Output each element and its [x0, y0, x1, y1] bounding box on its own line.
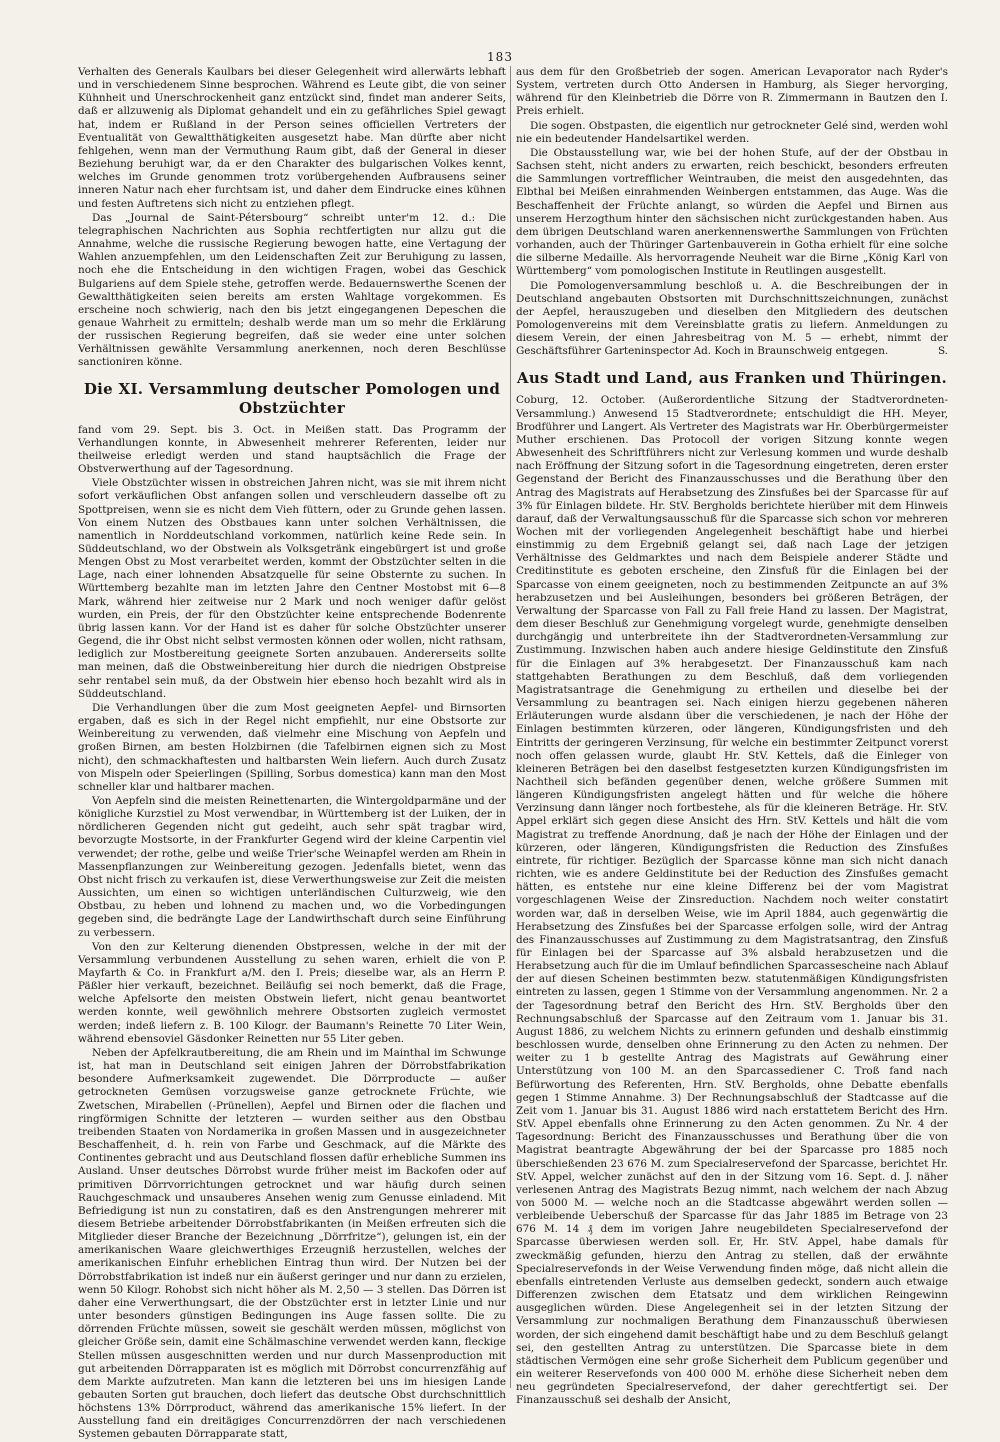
author-signature: S. — [937, 345, 948, 358]
left-article-paragraph: Die Verhandlungen über die zum Most geeigneten Aepfel- und Birnsorten ergaben, daß es sich in der Regel nicht empfiehlt, nur eine Obstsorte zur Weinbereitung zu verwenden, daß vielmehr eine Mischung von Aepfeln und großen Birnen, am besten Holzbirnen (die Tafelbirnen eignen sich zu Most nicht), den schmackhaftesten und haltbarsten Wein liefern. Auch durch Zusatz von Mispeln oder Speierlingen (Spilling, Sorbus domestica) kann man den Most schneller klar und haltbarer machen. — [78, 701, 506, 793]
right-article-paragraph: Coburg, 12. October. (Außerordentliche Sitzung der Stadtverordneten-Versammlung.) Anwesend 15 Stadtverordnete; entschuldigt die HH. Meyer, Brodführer und Langert. Als Vertreter des Magistrats war Hr. Oberbürgermeister Muther erschienen. Das Protocoll der vorigen Sitzung konnte wegen Abwesenheit des Schriftführers nicht zur Verlesung kommen und wurde deshalb nach Eröffnung der Sitzung sofort in die Tagesordnung eingetreten, deren erster Gegenstand der Bericht des Finanzausschusses und die Berathung über den Antrag des Magistrats auf Herabsetzung des Zinsfußes bei der Sparcasse für auf 3% für Einlagen bildete. Hr. StV. Bergholds berichtete hierüber mit dem Hinweis darauf, daß der Verwaltungsausschuß für die Sparcasse sich schon vor mehreren Wochen mit der vorliegenden Angelegenheit beschäftigt habe und hierbei einstimmig zu dem Ergebniß gelangt sei, daß nach Lage der jetzigen Verhältnisse des Geldmarktes und nach dem Beispiele anderer Städte und Creditinstitute es geboten erscheine, den Zinsfuß für die Einlagen bei der Sparcasse von einem geeigneten, noch zu bestimmenden Zeitpuncte an auf 3% herabzusetzen und bei Ausleihungen, besonders bei größeren Beträgen, der Verwaltung der Sparcasse von Fall zu Fall freie Hand zu lassen. Der Magistrat, dem dieser Beschluß zur Genehmigung vorgelegt wurde, genehmigte denselben durchgängig und unterbreitete ihn der Stadtverordneten-Versammlung zur Zustimmung. Inzwischen haben auch andere hiesige Geldinstitute den Zinsfuß für die Einlagen auf 3% herabgesetzt. Der Finanzausschuß kam nach stattgehabten Berathungen zu dem Beschluß, daß dem vorliegenden Magistratsantrage die Genehmigung zu ertheilen und dieselbe bei der Versammlung zu beantragen sei. Nach einigen hierzu gegebenen näheren Erläuterungen wurde alsdann über die verschiedenen, je nach der Höhe der Einlagen bestimmten kürzeren, oder längeren, Kündigungsfristen und deh Eintritts der geringeren Verzinsung, für welche ein bestimmter Zeitpunct vorerst noch offen gelassen wurde, glaubt Hr. StV. Kettels, daß die Einleger von kleineren Beträgen bei den daselbst festgesetzten kurzen Kündigungsfristen im Nachtheil sich befänden gegenüber denen, welche größere Summen mit längeren Kündigungsfristen angelegt hätten und für welche die höhere Verzinsung dann länger noch fortbestehe, als für die kleineren Beträge. Hr. StV. Appel erklärt sich gegen diese Ansicht des Hrn. StV. Kettels und hält die vom Magistrat zu treffende Anordnung, daß je nach der Höhe der Einlagen und der kürzeren, oder längeren, Kündigungsfristen die Reduction des Zinsfußes eintrete, für richtiger. Bezüglich der Sparcasse könne man sich nicht danach richten, wie es andere Geldinstitute bei der Reduction des Zinsfußes gemacht hätten, es entstehe nur eine kleine Differenz bei der vom Magistrat vorgeschlagenen Weise der Zinsreduction. Nachdem noch weiter constatirt worden war, daß in derselben Weise, wie im April 1884, auch gegenwärtig die Herabsetzung des Zinsfußes bei der Sparcasse erfolgen solle, wird der Antrag des Finanzausschusses auf Zustimmung zu dem Magistratsantrag, den Zinsfuß für Einlagen bei der Sparcasse auf 3% alsbald herabzusetzen und die Herabsetzung auch für die im Umlauf befindlichen Sparcassescheine nach Ablauf der auf diesen Scheinen bestimmten bezw. statutenmäßigen Kündigungsfristen eintreten zu lassen, gegen 1 Stimme von der Versammlung angenommen. Nr. 2 a der Tagesordnung betraf den Bericht des Hrn. StV. Bergholds über den Rechnungsabschluß der Sparcasse auf den Zeitraum vom 1. Januar bis 31. August 1886, zu welchem Nichts zu erinnern gefunden und deshalb einstimmig beschlossen wurde, denselben ohne Erinnerung zu den Acten zu nehmen. Der weiter zu 1 b gestellte Antrag des Magistrats auf Gewährung einer Unterstützung von 100 M. an den Sparcassediener C. Troß fand nach Befürwortung des Referenten, Hrn. StV. Bergholds, ohne Debatte ebenfalls gegen 1 Stimme Annahme. 3) Der Rechnungsabschluß der Stadtcasse auf die Zeit vom 1. Januar bis 31. August 1886 wird nach erstattetem Bericht des Hrn. StV. Appel ebenfalls ohne Erinnerung zu den Acten genommen. Zu Nr. 4 der Tagesordnung: Bericht des Finanzausschusses und Berathung über die von Magistrat beantragte Abgewährung der bei der Sparcasse pro 1885 noch überschießenden 23 676 M. zum Specialreservefond der Sparcasse, berichtet Hr. StV. Appel, welcher zunächst auf den in der Sitzung vom 16. Sept. d. J. näher verlesenen Antrag des Magistrats Bezug nimmt, nach welchem der nach Abzug von 5000 M. — welche noch an die Stadtcasse abgewährt werden sollen — verbleibende Ueberschuß der Sparcasse für das Jahr 1885 im Betrage von 23 676 M. 14 ₰ dem im vorigen Jahre neugebildeten Specialreservefond der Sparcasse überwiesen werden soll. Er, Hr. StV. Appel, habe damals für zweckmäßig gefunden, hierzu den Antrag zu stellen, daß der erwähnte Specialreservefonds in der Weise Verwendung finden möge, daß nicht allein die ebenfalls eintretenden Verluste aus demselben gedeckt, sondern auch etwaige Differenzen zwischen dem Etatsatz und dem wirklichen Reingewinn ausgeglichen würden. Diese Angelegenheit sei in der letzten Sitzung der Versammlung zur nochmaligen Berathung dem Finanzausschuß überwiesen worden, der sich eingehend damit beschäftigt habe und zu dem Beschluß gelangt sei, den gestellten Antrag zu unterstützen. Die Sparcasse biete in dem städtischen Vermögen eine sehr große Sicherheit dem Publicum gegenüber und ein weiterer Reservefonds von 400 000 M. erhöhe diese Sicherheit neben dem neu gegründeten Specialreservefond, der daher gerechtfertigt sei. Der Finanzausschuß sei deshalb der Ansicht, — [516, 394, 948, 1407]
right-intro-paragraph-text: Die Pomologenversammlung beschloß u. A. die Beschreibungen der in Deutschland angebauten Obstsorten mit Durchschnittszeichnungen, zunächst der Aepfel, herauszugeben und dieselben den Mitgliedern des deutschen Pomologenvereins mit dem Vereinsblatte gratis zu liefern. Anmeldungen zu diesem Verein, der einen Jahresbeitrag von M. 5 — erhebt, nimmt der Geschäftsführer Garteninspector Ad. Koch in Braunschweig entgegen. — [516, 279, 948, 358]
left-article-paragraph: fand vom 29. Sept. bis 3. Oct. in Meißen statt. Das Programm der Verhandlungen konnte, in Abwesenheit mehrerer Referenten, leider nur theilweise erledigt werden und stand hauptsächlich die Frage der Obstverwerthung auf der Tagesordnung. — [78, 423, 506, 476]
right-intro-paragraph — [516, 280, 948, 359]
page-number: 183 — [487, 50, 513, 64]
left-article-paragraph: Viele Obstzüchter wissen in obstreichen Jahren nicht, was sie mit ihrem nicht sofort verkäuflichen Obst anfangen sollen und verschleudern dasselbe oft zu Spottpreisen, wenn sie es nicht dem Vieh füttern, oder zu Grunde gehen lassen. Von einem Nutzen des Obstbaues kann unter solchen Verhältnissen, die namentlich in Norddeutschland vorkommen, natürlich keine Rede sein. In Süddeutschland, wo der Obstwein als Volksgetränk eingebürgert ist und große Mengen Obst zu Most verarbeitet werden, kommt der Obstzüchter selten in die Lage, nach einer lohnenden Absatzquelle für seine Obsternte zu suchen. In Württemberg bezahlte man im letzten Jahre den Centner Mostobst mit 6—8 Mark, während hier zeitweise nur 2 Mark und noch weniger dafür gelöst wurden, ein Preis, der für den Obstzüchter keine entsprechende Bodenrente übrig lassen kann. Vor der Hand ist es daher für solche Obstzüchter unserer Gegend, die ihr Obst nicht selbst vermosten können oder wollen, nicht rathsam, lediglich zur Mostbereitung geeignete Sorten anzubauen. Andererseits sollte man meinen, daß die Obstweinbereitung hier durch die niedrigen Obstpreise sehr rentabel sein muß, da der Obstwein hier ebenso hoch bezahlt wird als in Süddeutschland. — [78, 477, 506, 700]
left-intro-paragraph: Verhalten des Generals Kaulbars bei dieser Gelegenheit wird allerwärts lebhaft und in verschiedenem Sinne besprochen. Während es Leute gibt, die von seiner Kühnheit und Unerschrockenheit ganz entzückt sind, findet man anderer Seits, daß er allzuwenig als Diplomat gehandelt und ein zu gefährliches Spiel gewagt hat, indem er Rußland in der Person seines officiellen Vertreters der Eventualität von Gewaltthätigkeiten ausgesetzt habe. Man dürfte aber nicht fehlgehen, wenn man der Vermuthung Raum gibt, daß der General in dieser Beziehung beruhigt war, da er den Charakter des bulgarischen Volkes kennt, welches im Grunde genommen trotz vorübergehenden Aufbrausens seiner inneren Natur nach eher furchtsam ist, und daher dem Eindrucke eines kühnen und festen Auftretens sich nicht zu entziehen pflegt. — [78, 66, 506, 210]
right-intro-paragraph: Die Obstausstellung war, wie bei der hohen Stufe, auf der der Obstbau in Sachsen steht, nicht anders zu erwarten, reich beschickt, besonders erfreuten die Sammlungen vortrefflicher Weintrauben, die meist den ausgedehnten, das Elbthal bei Meißen einrahmenden Weinbergen entstammen, das Auge. Was die Beschaffenheit der Früchte anlangt, so würden die Aepfel und Birnen aus unserem Herzogthum hinter den sächsischen nicht zurückgestanden haben. Aus dem übrigen Deutschland waren anerkennenswerthe Sammlungen von Früchten vorhanden, auch der Thüringer Gartenbauverein in Gotha erhielt für eine solche die silberne Medaille. Als hervorragende Neuheit war die Birne „König Karl von Württemberg“ vom pomologischen Institute in Reutlingen ausgestellt. — [516, 146, 948, 278]
column-divider — [510, 66, 511, 1388]
right-intro-paragraph: Die sogen. Obstpasten, die eigentlich nur getrockneter Gelé sind, werden wohl nie ein bedeutender Handelsartikel werden. — [516, 119, 948, 145]
left-column — [78, 66, 506, 1441]
right-article-headline: Aus Stadt und Land, aus Franken und Thüringen. — [516, 369, 948, 388]
left-article-paragraph: Von Aepfeln sind die meisten Reinettenarten, die Wintergoldparmäne und der königliche Kurzstiel zu Most verwendbar, in Württemberg ist der Luiken, der in nördlicheren Gegenden nicht gut gedeiht, auch sehr spät tragbar wird, bevorzugte Mostsorte, in der Frankfurter Gegend wird der kleine Carpentin viel verwendet; der rothe, gelbe und weiße Trier'sche Weinapfel werden am Rhein in Massenpflanzungen zur Weinbereitung gezogen. Jedenfalls bietet, wenn das Obst nicht frisch zu verkaufen ist, diese Verwerthungsweise zur Zeit die meisten Aussichten, um einen so wichtigen unterländischen Culturzweig, wie den Obstbau, zu heben und lohnend zu machen und, wo die Vorbedingungen gegeben sind, die bedrängte Lage der Landwirthschaft durch seine Einführung zu verbessern. — [78, 794, 506, 939]
left-article-headline: Die XI. Versammlung deutscher Pomologen und Obstzüchter — [83, 379, 501, 417]
left-article-paragraph: Von den zur Kelterung dienenden Obstpressen, welche in der mit der Versammlung verbundenen Ausstellung zu sehen waren, erhielt die von P. Mayfarth & Co. in Frankfurt a/M. den I. Preis; dieselbe war, als an Herrn P. Päßler hier verkauft, bezeichnet. Beiläufig sei noch bemerkt, daß die Frage, welche Apfelsorte den meisten Obstwein liefert, nicht genau beantwortet werden konnte, weil gewöhnlich mehrere Obstsorten zugleich vermostet werden; indeß liefern z. B. 100 Kilogr. der Baumann's Reinette 70 Liter Wein, während ebensoviel Gäsdonker Reinetten nur 55 Liter geben. — [78, 940, 506, 1045]
right-intro-paragraph: aus dem für den Großbetrieb der sogen. American Levaporator nach Ryder's System, vertreten durch Otto Andersen in Hamburg, als Sieger hervorging, während für den Kleinbetrieb die Dörre von R. Zimmermann in Bautzen den I. Preis erhielt. — [516, 66, 948, 118]
right-column — [516, 66, 948, 1407]
left-intro-paragraph: Das „Journal de Saint-Pétersbourg“ schreibt unter'm 12. d.: Die telegraphischen Nachrichten aus Sophia rechtfertigten nur allzu gut die Annahme, welche die russische Regierung bewogen hatte, eine Vertagung der Wahlen anzuempfehlen, um den Leidenschaften Zeit zur Beruhigung zu lassen, noch ehe die Entscheidung in den wichtigen Fragen, wobei das Geschick Bulgariens auf dem Spiele stehe, getroffen werde. Bedauernswerthe Scenen der Gewaltthätigkeiten seien bereits am ersten Wahltage vorgekommen. Es erscheine noch schwierig, nach den bis jetzt eingegangenen Depeschen die genaue Wahrheit zu ermitteln; deshalb werde man um so mehr die Erklärung der russischen Regierung begreifen, daß sie weder eine unter solchen Verhältnissen gewählte Versammlung anerkennen, noch deren Beschlüsse sanctioniren könne. — [78, 211, 506, 369]
left-article-paragraph: Neben der Apfelkrautbereitung, die am Rhein und im Mainthal im Schwunge ist, hat man in Deutschland seit einigen Jahren der Dörrobstfabrikation besondere Aufmerksamkeit zugewendet. Die Dörrproducte — außer getrockneten Gemüsen vorzugsweise ganze getrocknete Früchte, wie Zwetschen, Mirabellen (-Prünellen), Aepfel und Birnen oder die flachen und ringförmigen Schnitte der letzteren — wurden seither aus den Obstbau treibenden Staaten von Nordamerika in großen Massen und in ausgezeichneter Beschaffenheit, d. h. rein von Farbe und Geschmack, auf die Märkte des Continentes gebracht und aus Deutschland flossen dafür erhebliche Summen ins Ausland. Unser deutsches Dörrobst wurde früher meist im Backofen oder auf primitiven Dörrvorrichtungen getrocknet und war häufig durch seinen Rauchgeschmack und unsauberes Ansehen wenig zum Genusse einladend. Mit Befriedigung ist nun zu constatiren, daß es den Anstrengungen mehrerer mit diesem Betriebe arbeitender Dörrobstfabrikanten (in Meißen erfreuten sich die Mitglieder dieser Branche der Bezeichnung „Dörrfritze“), gelungen ist, ein der amerikanischen Waare gleichwerthiges Erzeugniß herzustellen, welches der amerikanischen Einfuhr erheblichen Eintrag thun wird. Der Nutzen bei der Dörrobstfabrikation ist indeß nur ein äußerst geringer und nur dann zu erzielen, wenn 50 Kilogr. Rohobst sich nicht höher als M. 2,50 — 3 stellen. Das Dörren ist daher eine Verwerthungsart, die der Obstzüchter erst in letzter Linie und nur unter besonders günstigen Bedingungen ins Auge fassen sollte. Die zu dörrenden Früchte müssen, soweit sie geschält werden müssen, möglichst von gleicher Größe sein, damit eine Schälmaschine verwendet werden kann, fleckige Stellen müssen ausgeschnitten werden und nur durch Massenproduction mit gut arbeitenden Dörrapparaten ist es möglich mit Dörrobst concurrenzfähig auf dem Markte aufzutreten. Man kann die letzteren bei uns im hiesigen Lande gebauten Sorten gut brauchen, doch liefert das deutsche Obst durchschnittlich höchstens 13% Dörrproduct, während das amerikanische 15% liefert. In der Ausstellung fand ein dreitägiges Concurrenzdörren der nach verschiedenen Systemen gebauten Dörrapparate statt, — [78, 1046, 506, 1441]
